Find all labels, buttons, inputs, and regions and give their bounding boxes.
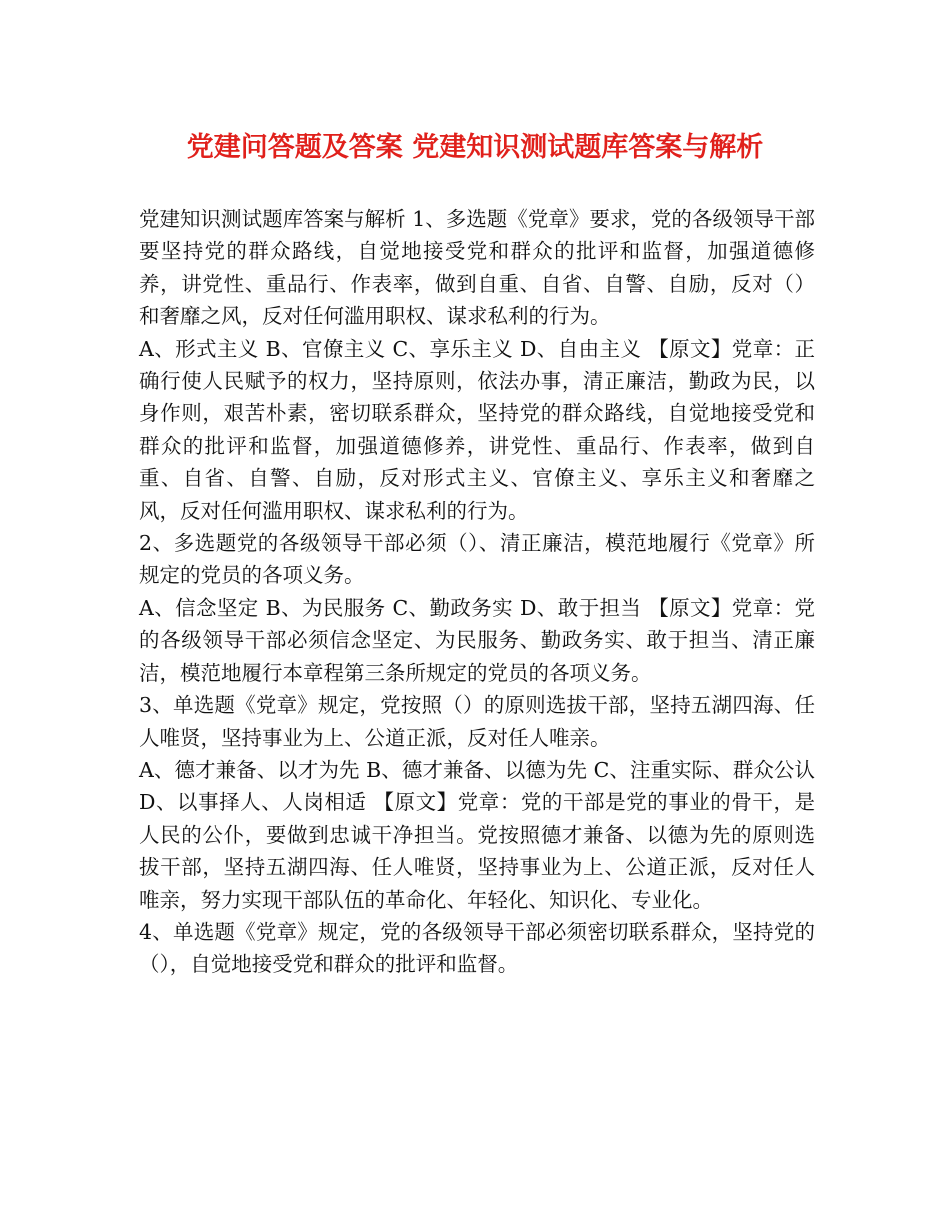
paragraph-q3: 3、单选题《党章》规定，党按照（）的原则选拔干部，坚持五湖四海、任人唯贤，坚持事业为上、公道正派，反对任人唯亲。 — [139, 693, 815, 750]
document-title: 党建问答题及答案 党建知识测试题库答案与解析 — [186, 132, 764, 163]
paragraph-q2-options: A、信念坚定 B、为民服务 C、勤政务实 D、敢于担当 【原文】党章：党的各级领导干部必须信念坚定、为民服务、勤政务实、敢于担当、清正廉洁，模范地履行本章程第三条所规定的党员的各项义务。 — [139, 595, 815, 685]
paragraph-q1-options: A、形式主义 B、官僚主义 C、享乐主义 D、自由主义 【原文】党章：正确行使人民赋予的权力，坚持原则，依法办事，清正廉洁，勤政为民，以身作则，艰苦朴素，密切联系群众，坚持党的群众路线，自觉地接受党和群众的批评和监督，加强道德修养，讲党性、重品行、作表率，做到自重、自省、自警、自励，反对形式主义、官僚主义、享乐主义和奢靡之风，反对任何滥用职权、谋求私利的行为。 — [139, 336, 815, 523]
paragraph-q1: 党建知识测试题库答案与解析 1、多选题《党章》要求，党的各级领导干部要坚持党的群众路线，自觉地接受党和群众的批评和监督，加强道德修养，讲党性、重品行、作表率，做到自重、自省、自警、自励，反对（）和奢靡之风，反对任何滥用职权、谋求私利的行为。 — [139, 207, 815, 329]
document-body — [139, 203, 815, 981]
paragraph-q4: 4、单选题《党章》规定，党的各级领导干部必须密切联系群众，坚持党的（），自觉地接受党和群众的批评和监督。 — [139, 919, 815, 977]
paragraph-q2: 2、多选题党的各级领导干部必须（）、清正廉洁，模范地履行《党章》所规定的党员的各项义务。 — [139, 531, 815, 588]
paragraph-q3-options: A、德才兼备、以才为先 B、德才兼备、以德为先 C、注重实际、群众公认 D、以事择人、人岗相适 【原文】党章：党的干部是党的事业的骨干，是人民的公仆，要做到忠诚干净担当。党按照德才兼备、以德为先的原则选拔干部，坚持五湖四海、任人唯贤，坚持事业为上、公道正派，反对任人唯亲，努力实现干部队伍的革命化、年轻化、知识化、专业化。 — [139, 757, 815, 912]
